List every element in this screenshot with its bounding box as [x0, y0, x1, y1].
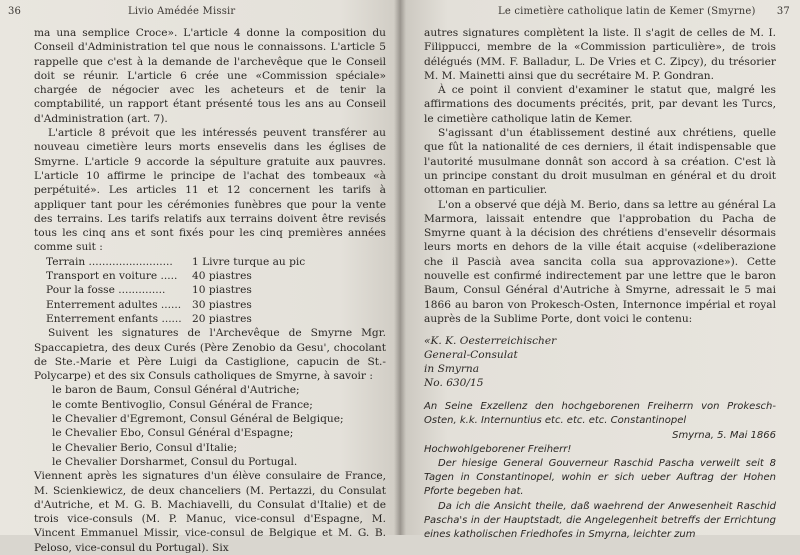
tariff-label: Pour la fosse ..............: [46, 284, 166, 297]
letter-paragraph: Da ich die Ansicht theile, daß waehrend der Anwesenheit Raschid Pascha's in der Hauptstadt, die Angelegenheit betreffs der Errichtung eines katholischen Friedhofes in Smyrna, leichter zum: [424, 500, 776, 541]
paragraph: ma una semplice Croce». L'article 4 donne la composition du Conseil d'Administration tel que nous le connaissons. L'article 5 rappelle que c'est à la demande de l'archevêque que le Conseil doit se réunir. L'article 6 crée une «Commission spéciale» chargée de négocier avec les acheteurs et de tenir la comptabilité, un rapport étant présenté tous les ans au Conseil d'Administration (art. 7).: [34, 27, 386, 125]
list-item: le baron de Baum, Consul Général d'Autriche;: [52, 384, 300, 397]
tariff-value: 30 piastres: [192, 298, 252, 311]
running-head-right: Le cimetière catholique latin de Kemer (Smyrne): [498, 6, 756, 17]
tariff-value: 1 Livre turque au pic: [192, 255, 306, 268]
tariff-row: [46, 298, 386, 312]
book-gutter: [394, 0, 406, 535]
list-item: le comte Bentivoglio, Consul Général de France;: [52, 398, 313, 411]
tariff-row: [46, 255, 386, 269]
letter-heading-line: General-Consulat: [424, 349, 518, 362]
right-page: [400, 0, 800, 541]
letter-heading: [424, 334, 776, 390]
tariff-label: Enterrement adultes ......: [46, 298, 182, 311]
paragraph: autres signatures complètent la liste. Il s'agit de celles de M. I. Filippucci, membre de la «Commission particulière», de trois délégués (MM. F. Balladur, L. De Vries et C. Zipcy), du trésorier M. M. Mainetti ainsi que du secrétaire M. P. Gondran.: [424, 27, 776, 82]
list-item: le Chevalier Ebo, Consul Général d'Espagne;: [52, 427, 294, 440]
letter-dateline: Smyrna, 5. Mai 1866: [672, 429, 776, 441]
tariff-row: [46, 269, 386, 283]
paragraph: Suivent les signatures de l'Archevêque de Smyrne Mgr. Spaccapietra, des deux Curés (Père Zenobio da Gesu', chocolant de Ste.-Marie et Père Luigi da Castiglione, capucin de St.-Polycarpe) et des six Consuls catholiques de Smyrne, à savoir :: [34, 327, 386, 383]
list-item: le Chevalier Berio, Consul d'Italie;: [52, 441, 238, 454]
left-page: [0, 0, 400, 554]
list-item: le Chevalier d'Egremont, Consul Général de Belgique;: [52, 413, 344, 426]
paragraph: Viennent après les signatures d'un élève consulaire de France, M. Scienkiewicz, de deux chanceliers (M. Pertazzi, du Consulat d'Autriche, et M. G. B. Machiavelli, du Consulat d'Italie) et de trois vice-consuls (M. P. Manuc, vice-consul d'Espagne, M. Vincent Emmanuel Missir, vice-consul de Belgique et M. G. B. Peloso, vice-consul du Portugal). Six: [34, 470, 386, 554]
letter-address: An Seine Exzellenz den hochgeborenen Freiherrn von Prokesch-Osten, k.k. Internuntius etc. etc. etc. Constantinopel: [424, 401, 776, 427]
page-number-left: 36: [8, 6, 22, 17]
tariff-value: 10 piastres: [192, 284, 252, 297]
letter-heading-line: No. 630/15: [424, 377, 484, 390]
tariff-value: 40 piastres: [192, 270, 252, 283]
running-head-left: Livio Amédée Missir: [128, 6, 236, 17]
right-page-body: [424, 26, 776, 542]
paragraph: L'on a observé que déjà M. Berio, dans sa lettre au général La Marmora, laissait entendre que l'approbation du Pacha de Smyrne quant à la décision des chrétiens d'ensevelir désormais leurs morts en dehors de la ville était acquise («deliberazione che il Pascià avea sancita colla sua approvazione»). Cette nouvelle est confirmé indirectement par une lettre que le baron Baum, Consul Général d'Autriche à Smyrne, adressait le 5 mai 1866 au baron von Prokesch-Osten, Internonce impérial et royal auprès de la Sublime Porte, dont voici le contenu:: [424, 198, 776, 325]
page-number-right: 37: [776, 6, 790, 17]
tariff-label: Terrain .........................: [46, 255, 173, 268]
tariff-table: [46, 255, 386, 326]
tariff-row: [46, 283, 386, 297]
tariff-label: Enterrement enfants ......: [46, 312, 182, 325]
letter-heading-line: in Smyrna: [424, 363, 480, 376]
tariff-label: Transport en voiture .....: [46, 270, 178, 283]
letter-salutation: Hochwohlgeborener Freiherr!: [424, 443, 572, 455]
tariff-value: 20 piastres: [192, 312, 252, 325]
tariff-row: [46, 312, 386, 326]
left-page-body: [34, 26, 386, 555]
letter-heading-line: «K. K. Oesterreichischer: [424, 335, 557, 348]
letter-paragraph: Der hiesige General Gouverneur Raschid Pascha verweilt seit 8 Tagen in Constantinopel, wohin er sich ueber Auftrag der Hohen Pforte begeben hat.: [424, 458, 776, 498]
paragraph: S'agissant d'un établissement destiné aux chrétiens, quelle que fût la nationalité de ces derniers, il était indispensable que l'autorité musulmane donnât son accord à sa création. C'est là un principe constant du droit musulman en général et du droit ottoman en particulier.: [424, 127, 776, 197]
consul-list: [52, 383, 386, 469]
paragraph: L'article 8 prévoit que les intéressés peuvent transférer au nouveau cimetière leurs morts ensevelis dans les églises de Smyrne. L'article 9 accorde la sépulture gratuite aux pauvres. L'article 10 affirme le principe de l'achat des tombeaux «à perpétuité». Les articles 11 et 12 concernent les tarifs à appliquer tant pour les cérémonies funèbres que pour la vente des terrains. Les tarifs relatifs aux terrains doivent être revisés tous les cinq ans et sont fixés pour les cinq premières années comme suit :: [34, 127, 386, 254]
paragraph: À ce point il convient d'examiner le statut que, malgré les affirmations des documents précités, prit, par devant les Turcs, le cimetière catholique latin de Kemer.: [424, 84, 776, 125]
list-item: le Chevalier Dorsharmet, Consul du Portugal.: [52, 455, 298, 468]
